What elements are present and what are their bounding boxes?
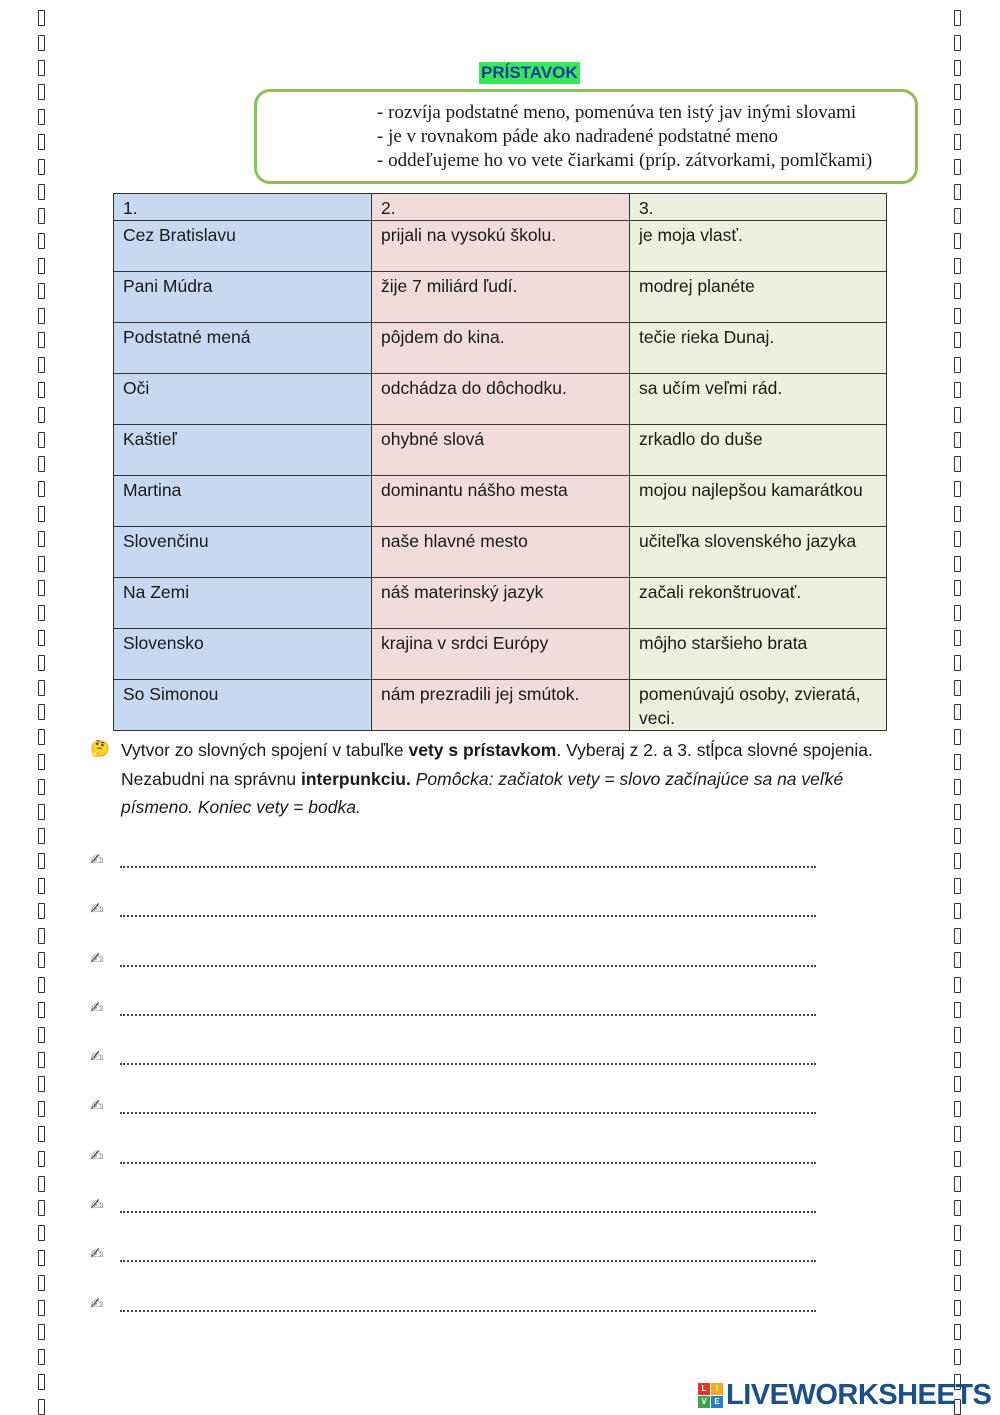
table-row [114,476,887,527]
dotted-line[interactable] [120,903,816,917]
phrase-table [113,193,887,731]
pencil-icon: ✍ [90,1295,104,1313]
dotted-line[interactable] [120,1002,816,1016]
binder-hole [954,1101,961,1117]
answer-line[interactable] [90,1047,830,1096]
table-cell: So Simonou [114,680,372,731]
task-bold: vety s prístavkom [408,740,557,760]
pencil-icon: ✍ [90,901,104,919]
binder-hole [954,828,961,844]
binder-hole [954,878,961,894]
binder-hole [38,1076,45,1092]
binder-hole [38,1349,45,1365]
binder-hole [954,779,961,795]
binder-hole [954,109,961,125]
binder-hole [38,556,45,572]
pencil-icon: ✍ [90,852,104,869]
binder-hole [38,779,45,795]
binder-hole [38,1399,45,1415]
task-hint: Pomôcka: začiatok vety = slovo začínajúce sa na veľké písmeno. Koniec vety = bodka. [121,768,844,817]
dotted-line[interactable] [120,1298,816,1312]
binder-hole [954,1002,961,1018]
binder-hole [38,1324,45,1340]
table-cell: náš materinský jazyk [372,578,630,629]
answer-line[interactable] [90,949,830,998]
binder-hole [38,1300,45,1316]
binder-hole [38,1027,45,1043]
table-cell: naše hlavné mesto [372,527,630,578]
binder-hole [38,208,45,224]
table-row [114,323,887,374]
table-row [114,374,887,425]
table-cell: Oči [114,374,372,425]
column-header: 2. [372,194,630,221]
binder-hole [954,1349,961,1365]
binder-hole [38,332,45,348]
table-row [114,527,887,578]
binder-hole [954,531,961,547]
table-cell: sa učím veľmi rád. [630,374,887,425]
answer-line[interactable] [90,998,830,1047]
binder-hole [38,580,45,596]
binder-hole [954,977,961,993]
dotted-line[interactable] [120,1100,816,1114]
binder-hole [38,10,45,26]
binder-hole [38,84,45,100]
binder-hole [954,1076,961,1092]
binder-hole [38,456,45,472]
binder-hole [954,10,961,26]
table-cell: pomenúvajú osoby, zvieratá, veci. [630,680,887,731]
logo-mark-letter: I [711,1383,723,1395]
binder-hole [954,630,961,646]
binder-hole [38,184,45,200]
binder-hole [954,903,961,919]
table-cell: prijali na vysokú školu. [372,221,630,272]
binder-hole [954,1126,961,1142]
binder-hole [38,506,45,522]
binder-hole [38,1151,45,1167]
binder-hole [954,680,961,696]
binder-hole [954,432,961,448]
rule-item: - oddeľujeme ho vo vete čiarkami (príp. zátvorkami, pomlčkami) [377,150,873,171]
binder-hole [38,729,45,745]
binder-hole [954,184,961,200]
binder-hole [954,283,961,299]
binder-hole [954,754,961,770]
binder-hole [38,828,45,844]
binder-hole [38,233,45,249]
binder-hole [954,1027,961,1043]
binder-hole [38,283,45,299]
table-cell: Slovenčinu [114,527,372,578]
binder-hole [38,903,45,919]
pencil-icon: ✍ [90,999,104,1017]
answer-line[interactable] [90,899,830,948]
task-text: Vytvor zo slovných spojení v tabuľke [121,740,409,760]
binder-hole [954,208,961,224]
liveworksheets-logo [698,1378,991,1412]
table-cell: krajina v srdci Európy [372,629,630,680]
pencil-icon: ✍ [90,1246,104,1264]
binder-hole [954,1176,961,1192]
dotted-line[interactable] [120,1248,816,1262]
column-header: 3. [630,194,887,221]
binder-hole [38,680,45,696]
table-cell: Podstatné mená [114,323,372,374]
table-cell: začali rekonštruovať. [630,578,887,629]
task-instructions [121,736,911,822]
pencil-icon: ✍ [90,1197,104,1215]
binder-hole [954,1275,961,1291]
binder-hole [954,35,961,51]
table-cell: Cez Bratislavu [114,221,372,272]
binder-hole [38,605,45,621]
table-cell: Pani Múdra [114,272,372,323]
dotted-line[interactable] [120,1199,816,1213]
binder-hole [38,308,45,324]
binder-hole [38,382,45,398]
binder-hole [38,1002,45,1018]
answer-lines [90,850,830,1343]
table-cell: učiteľka slovenského jazyka [630,527,887,578]
task-text: . Vyberaj z 2. a 3. stĺpca slovné spojenia. Nezabudni na správnu [121,740,873,789]
binder-hole [954,382,961,398]
table-cell: žije 7 miliárd ľudí. [372,272,630,323]
binder-hole [954,308,961,324]
table-row [114,425,887,476]
pencil-icon: ✍ [90,1147,104,1165]
table-cell: Slovensko [114,629,372,680]
logo-mark-letter: V [698,1396,710,1408]
binder-hole [954,1200,961,1216]
page-title: PRÍSTAVOK [481,63,578,82]
table-header-row [114,194,887,221]
binder-hole [954,704,961,720]
binder-hole [38,357,45,373]
binder-hole [954,357,961,373]
binder-hole [38,1052,45,1068]
rule-item: - je v rovnakom páde ako nadradené podstatné meno [377,126,778,147]
binder-hole [38,1374,45,1390]
binder-hole [954,506,961,522]
task-bold: interpunkciu. [300,768,411,789]
binder-hole [954,556,961,572]
binder-edge-right [952,0,964,1413]
binder-hole [954,233,961,249]
table-row [114,272,887,323]
logo-mark-letter: L [698,1383,710,1395]
binder-hole [954,481,961,497]
binder-hole [954,1151,961,1167]
pencil-icon: ✍ [90,1049,104,1067]
binder-hole [38,655,45,671]
binder-hole [38,1176,45,1192]
table-cell: nám prezradili jej smútok. [372,680,630,731]
binder-hole [38,1275,45,1291]
binder-hole [954,580,961,596]
binder-hole [954,804,961,820]
table-cell: tečie rieka Dunaj. [630,323,887,374]
column-header: 1. [114,194,372,221]
rule-item: - rozvíja podstatné meno, pomenúva ten istý jav inými slovami [377,102,857,123]
table-cell: je moja vlasť. [630,221,887,272]
table-cell: Na Zemi [114,578,372,629]
binder-hole [954,60,961,76]
binder-hole [954,1225,961,1241]
binder-hole [38,977,45,993]
binder-hole [38,804,45,820]
binder-hole [954,1052,961,1068]
table-cell: odchádza do dôchodku. [372,374,630,425]
table-row [114,578,887,629]
binder-hole [954,332,961,348]
dotted-line[interactable] [120,1051,816,1065]
binder-hole [954,952,961,968]
binder-hole [954,159,961,175]
binder-hole [38,531,45,547]
binder-hole [38,853,45,869]
table-cell: Martina [114,476,372,527]
pencil-icon: ✍ [90,1098,104,1116]
table-row [114,221,887,272]
table-cell: ohybné slová [372,425,630,476]
rules-list [377,101,872,173]
answer-line[interactable] [90,1096,830,1145]
binder-hole [38,481,45,497]
binder-hole [38,1126,45,1142]
binder-hole [954,605,961,621]
binder-hole [38,878,45,894]
answer-line[interactable] [90,1195,830,1244]
binder-hole [38,704,45,720]
binder-hole [38,1101,45,1117]
binder-hole [954,134,961,150]
thinking-face-icon: 🤔 [90,741,110,758]
binder-hole [38,630,45,646]
binder-hole [954,853,961,869]
table-row [114,629,887,680]
logo-mark [698,1383,723,1408]
binder-hole [38,134,45,150]
binder-hole [38,258,45,274]
binder-hole [38,109,45,125]
binder-hole [38,1225,45,1241]
binder-hole [38,1200,45,1216]
answer-line[interactable] [90,1244,830,1293]
dotted-line[interactable] [120,953,816,967]
binder-hole [954,1300,961,1316]
binder-hole [38,407,45,423]
answer-line[interactable] [90,1146,830,1195]
table-cell: môjho staršieho brata [630,629,887,680]
binder-hole [954,407,961,423]
dotted-line[interactable] [120,1150,816,1164]
table-cell: mojou najlepšou kamarátkou [630,476,887,527]
binder-hole [954,1324,961,1340]
binder-hole [38,60,45,76]
binder-hole [954,84,961,100]
binder-hole [954,655,961,671]
binder-hole [38,928,45,944]
binder-hole [954,1250,961,1266]
binder-hole [954,456,961,472]
binder-hole [954,928,961,944]
answer-line[interactable] [90,850,830,899]
binder-hole [954,258,961,274]
binder-hole [954,729,961,745]
table-cell: modrej planéte [630,272,887,323]
dotted-line[interactable] [120,854,816,868]
binder-hole [38,754,45,770]
binder-hole [38,952,45,968]
binder-hole [38,159,45,175]
logo-text: LIVEWORKSHEETS [726,1378,992,1411]
table-cell: dominantu nášho mesta [372,476,630,527]
binder-hole [38,432,45,448]
pencil-icon: ✍ [90,950,104,968]
binder-hole [38,35,45,51]
table-row [114,680,887,731]
table-cell: zrkadlo do duše [630,425,887,476]
answer-line[interactable] [90,1294,830,1343]
table-cell: Kaštieľ [114,425,372,476]
table-cell: pôjdem do kina. [372,323,630,374]
binder-hole [38,1250,45,1266]
logo-mark-letter: E [711,1396,723,1408]
binder-edge-left [36,0,48,1413]
